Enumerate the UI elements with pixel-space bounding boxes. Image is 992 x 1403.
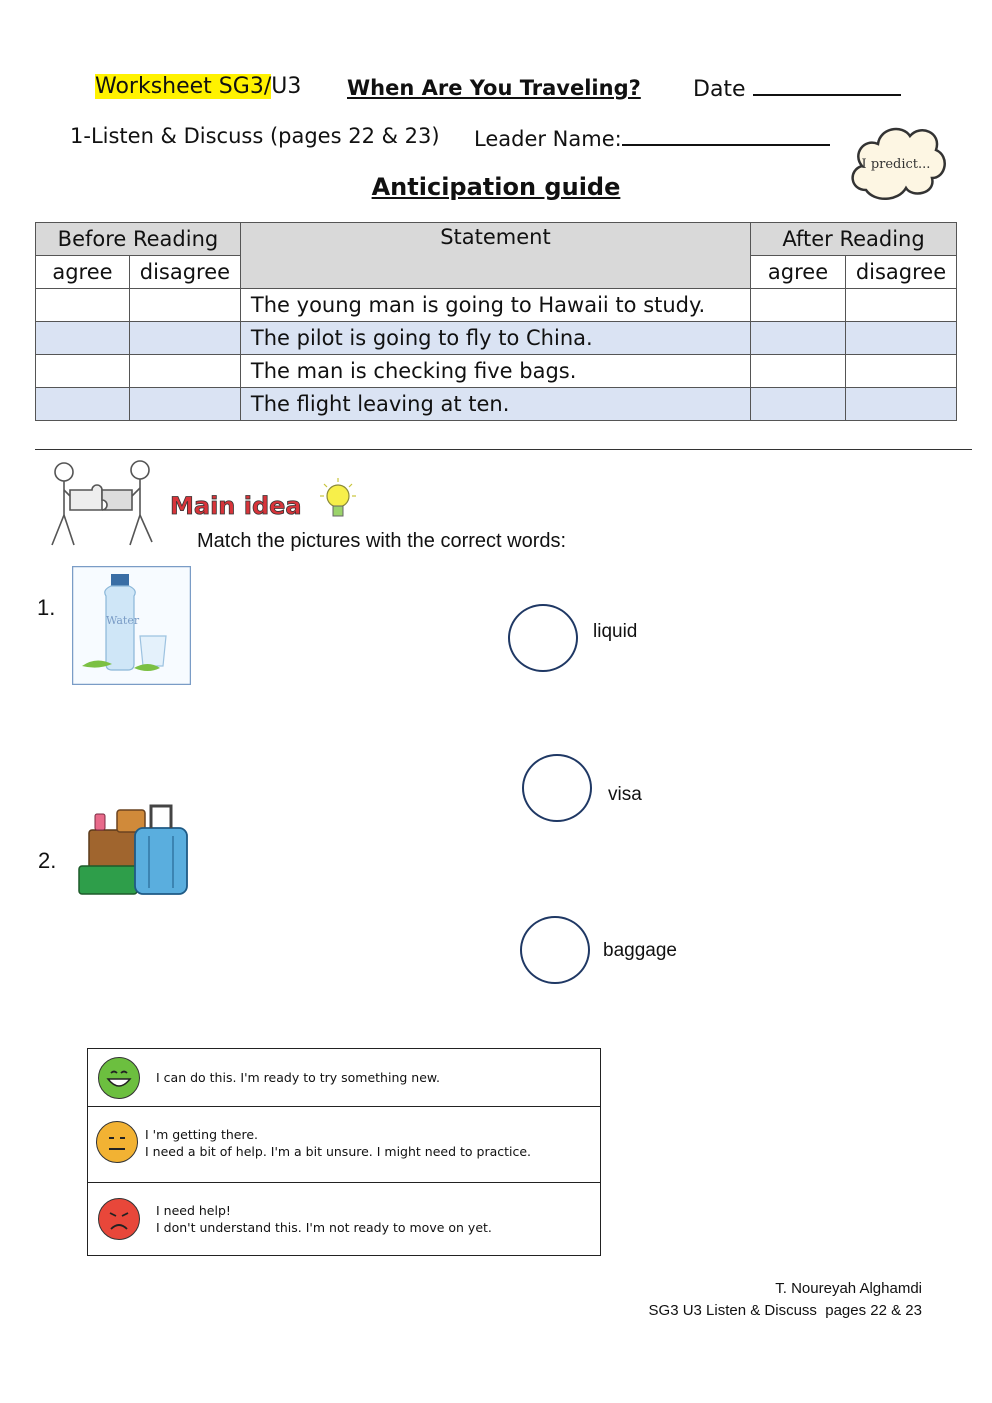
before-disagree-cell[interactable] bbox=[129, 355, 240, 388]
before-reading-header: Before Reading bbox=[36, 223, 241, 256]
table-row bbox=[36, 388, 957, 421]
date-blank-line[interactable] bbox=[753, 74, 901, 96]
before-disagree-cell[interactable] bbox=[129, 322, 240, 355]
statement-cell: The man is checking five bags. bbox=[240, 355, 750, 388]
before-disagree-cell[interactable] bbox=[129, 388, 240, 421]
statement-cell: The flight leaving at ten. bbox=[240, 388, 750, 421]
lesson-pages: 1-Listen & Discuss (pages 22 & 23) bbox=[70, 124, 440, 148]
after-agree-cell[interactable] bbox=[751, 388, 846, 421]
before-agree-header: agree bbox=[36, 256, 130, 289]
unit-label: U3 bbox=[271, 74, 302, 99]
rubric-row-sad bbox=[88, 1183, 600, 1255]
luggage-picture bbox=[77, 800, 189, 897]
after-agree-header: agree bbox=[751, 256, 846, 289]
lightbulb-icon bbox=[320, 478, 356, 516]
match-instruction: Match the pictures with the correct words: bbox=[197, 530, 567, 552]
puzzle-people-icon bbox=[42, 460, 162, 550]
leader-name-label: Leader Name: bbox=[474, 127, 622, 151]
before-agree-cell[interactable] bbox=[36, 388, 130, 421]
footer-course: SG3 U3 Listen & Discuss pages 22 & 23 bbox=[648, 1302, 922, 1319]
before-agree-cell[interactable] bbox=[36, 289, 130, 322]
date-field bbox=[693, 74, 901, 102]
match-circle-visa[interactable] bbox=[522, 754, 592, 822]
anticipation-guide-title: Anticipation guide bbox=[371, 173, 621, 201]
rubric-row-neutral bbox=[88, 1107, 600, 1183]
date-label: Date bbox=[693, 77, 746, 102]
after-agree-cell[interactable] bbox=[751, 289, 846, 322]
match-circle-baggage[interactable] bbox=[520, 916, 590, 984]
after-disagree-cell[interactable] bbox=[846, 388, 957, 421]
table-row bbox=[36, 322, 957, 355]
anticipation-table bbox=[35, 222, 957, 421]
table-row bbox=[36, 355, 957, 388]
main-idea-logo bbox=[168, 474, 360, 530]
worksheet-code: Worksheet SG3/ bbox=[95, 74, 272, 99]
sad-face-icon bbox=[98, 1198, 140, 1240]
after-disagree-header: disagree bbox=[846, 256, 957, 289]
before-disagree-header: disagree bbox=[129, 256, 240, 289]
after-agree-cell[interactable] bbox=[751, 355, 846, 388]
after-disagree-cell[interactable] bbox=[846, 355, 957, 388]
statement-cell: The pilot is going to fly to China. bbox=[240, 322, 750, 355]
section-divider bbox=[35, 449, 972, 450]
header-line-1 bbox=[95, 74, 301, 99]
after-reading-header: After Reading bbox=[751, 223, 957, 256]
neutral-face-icon bbox=[96, 1121, 138, 1163]
word-baggage: baggage bbox=[603, 940, 677, 961]
rubric-text: I need help! bbox=[156, 1203, 231, 1218]
item-number: 2. bbox=[38, 848, 57, 873]
after-disagree-cell[interactable] bbox=[846, 322, 957, 355]
statement-header: Statement bbox=[240, 223, 750, 289]
leader-name-blank-line[interactable] bbox=[622, 124, 830, 146]
rubric-row-happy bbox=[88, 1049, 600, 1107]
rubric-text: I need a bit of help. I'm a bit unsure. I might need to practice. bbox=[145, 1144, 532, 1159]
bottle-label-text: Water bbox=[106, 614, 140, 627]
rubric-text: I can do this. I'm ready to try something new. bbox=[156, 1070, 440, 1085]
word-visa: visa bbox=[608, 784, 642, 805]
worksheet-title: When Are You Traveling? bbox=[347, 76, 641, 100]
rubric-text: I don't understand this. I'm not ready to move on yet. bbox=[156, 1220, 492, 1235]
main-idea-logo-text: Main idea bbox=[170, 492, 302, 520]
word-liquid: liquid bbox=[593, 621, 638, 642]
match-circle-liquid[interactable] bbox=[508, 604, 578, 672]
statement-cell: The young man is going to Hawaii to study. bbox=[240, 289, 750, 322]
after-agree-cell[interactable] bbox=[751, 322, 846, 355]
predict-cloud-text: I predict... bbox=[861, 157, 931, 172]
after-disagree-cell[interactable] bbox=[846, 289, 957, 322]
footer-author: T. Noureyah Alghamdi bbox=[775, 1280, 922, 1297]
header-line-2 bbox=[70, 124, 440, 148]
leader-name-field bbox=[474, 124, 830, 151]
rubric-text: I 'm getting there. bbox=[145, 1127, 259, 1142]
self-assessment-box bbox=[87, 1048, 601, 1256]
table-row bbox=[36, 289, 957, 322]
item-number: 1. bbox=[37, 595, 56, 620]
before-disagree-cell[interactable] bbox=[129, 289, 240, 322]
before-agree-cell[interactable] bbox=[36, 322, 130, 355]
before-agree-cell[interactable] bbox=[36, 355, 130, 388]
happy-face-icon bbox=[98, 1057, 140, 1099]
water-bottle-picture bbox=[72, 566, 191, 685]
